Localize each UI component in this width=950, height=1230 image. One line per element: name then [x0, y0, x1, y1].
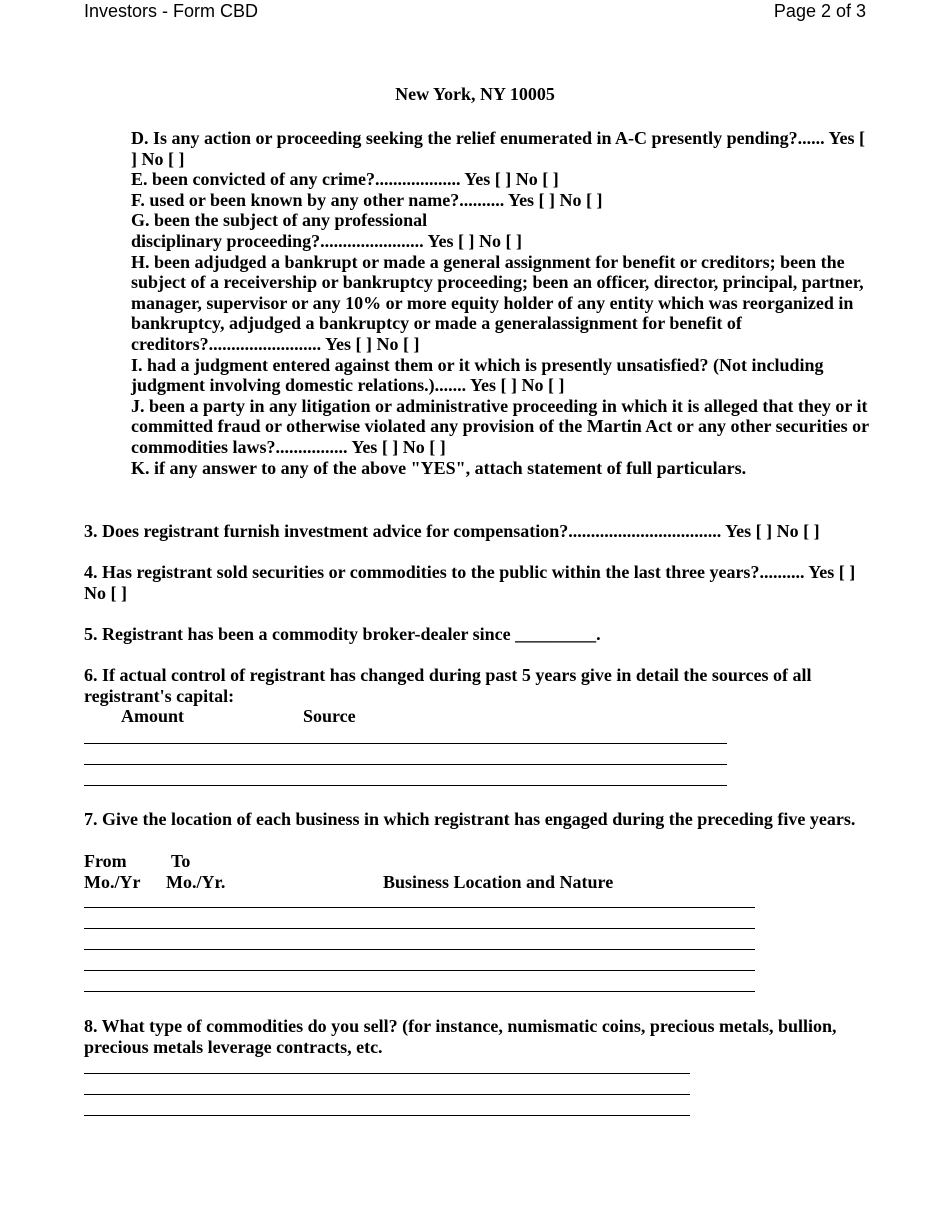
question-g: G. been the subject of any professional — [131, 210, 428, 231]
blank-line[interactable] — [84, 743, 727, 744]
column-amount: Amount — [121, 706, 185, 726]
column-business: Business Location and Nature — [383, 872, 614, 892]
blank-line[interactable] — [84, 970, 755, 971]
blank-line[interactable] — [84, 949, 755, 950]
column-to-unit: Mo./Yr. — [166, 872, 226, 892]
blank-line[interactable] — [84, 1073, 690, 1074]
sub-questions — [131, 128, 871, 478]
header-title: Investors - Form CBD — [84, 1, 259, 21]
question-3: 3. Does registrant furnish investment advice for compensation?.................................. Yes [ ] No [ ] — [84, 521, 820, 541]
question-6: 6. If actual control of registrant has changed during past 5 years give in detail the sources of all registrant's capital: — [84, 665, 812, 706]
column-source: Source — [303, 706, 356, 726]
column-from-unit: Mo./Yr — [84, 872, 141, 892]
page-number: Page 2 of 3 — [773, 1, 866, 21]
column-to: To — [171, 851, 191, 871]
question-e: E. been convicted of any crime?................... Yes [ ] No [ ] — [131, 169, 559, 190]
question-i: I. had a judgment entered against them or it which is presently unsatisfied? (Not including judgment involving domestic relations.)....... Yes [ ] No [ ] — [131, 354, 824, 396]
address-line: New York, NY 10005 — [395, 84, 555, 104]
question-d: D. Is any action or proceeding seeking the relief enumerated in A-C presently pending?...... Yes [ ] No [ ] — [131, 128, 865, 169]
column-from: From — [84, 851, 127, 871]
blank-line[interactable] — [84, 764, 727, 765]
question-k: K. if any answer to any of the above "YES", attach statement of full particulars. — [131, 457, 747, 478]
question-8: 8. What type of commodities do you sell? (for instance, numismatic coins, precious metals, bullion, precious metals leverage contracts, etc. — [84, 1016, 837, 1057]
blank-line[interactable] — [84, 928, 755, 929]
question-5: 5. Registrant has been a commodity broker-dealer since _________. — [84, 624, 601, 644]
blank-line[interactable] — [84, 785, 727, 786]
question-h: H. been adjudged a bankrupt or made a general assignment for benefit or creditors; been the subject of a receivership or bankruptcy proceeding; been an officer, director, principal, partner, manager, supervisor or any 10% or more equity holder of any entity which was reorganized in bankruptcy, adjudged a bankruptcy or made a generalassignment for benefit of creditors?......................... Yes [ ] No [ ] — [131, 251, 864, 354]
question-j: J. been a party in any litigation or administrative proceeding in which it is alleged that they or it committed fraud or otherwise violated any provision of the Martin Act or any other securities or commodities laws?................ Yes [ ] No [ ] — [131, 395, 869, 457]
blank-line[interactable] — [84, 907, 755, 908]
question-4: 4. Has registrant sold securities or commodities to the public within the last three years?.......... Yes [ ] No [ ] — [84, 562, 856, 603]
blank-line[interactable] — [84, 991, 755, 992]
blank-line[interactable] — [84, 1115, 690, 1116]
blank-line[interactable] — [84, 1094, 690, 1095]
question-g-continued: disciplinary proceeding?....................... Yes [ ] No [ ] — [131, 230, 522, 251]
question-7: 7. Give the location of each business in which registrant has engaged during the preceding five years. — [84, 809, 856, 829]
question-f: F. used or been known by any other name?.......... Yes [ ] No [ ] — [131, 189, 603, 210]
